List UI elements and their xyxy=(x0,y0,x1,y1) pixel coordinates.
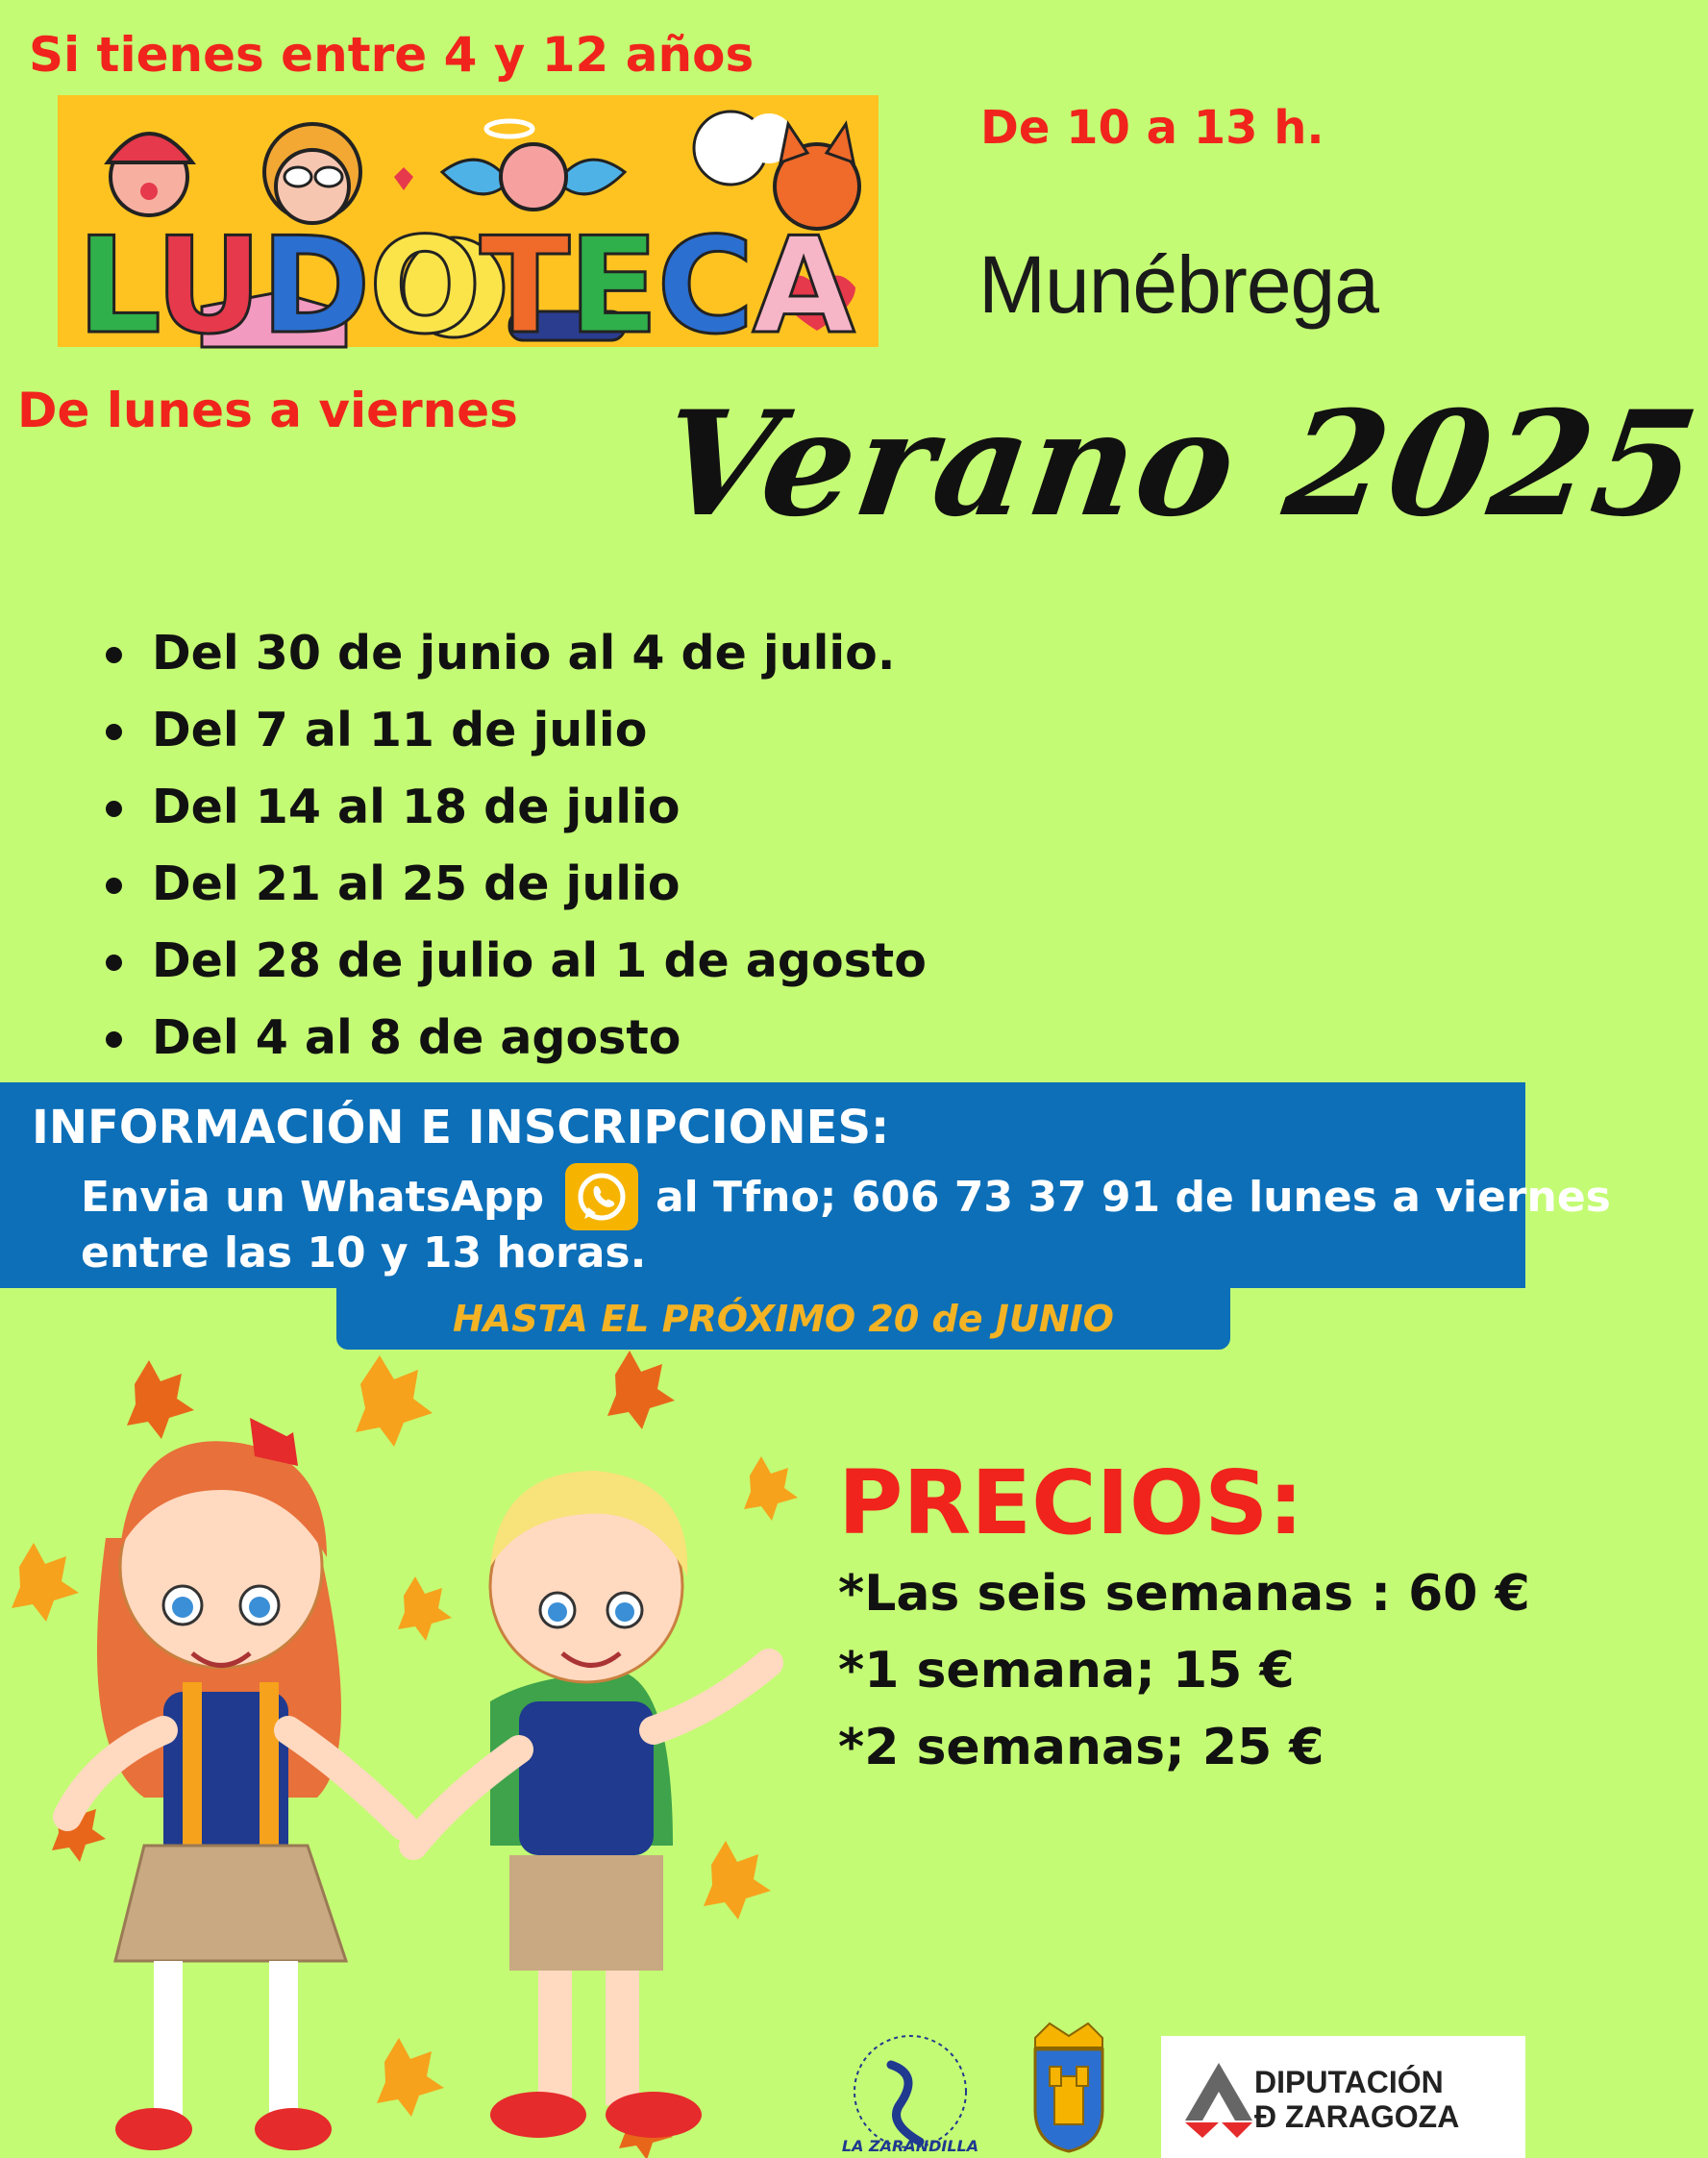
dpz-text xyxy=(1254,2065,1459,2134)
leaf-icon xyxy=(12,1543,79,1622)
whatsapp-text-before: Envia un WhatsApp xyxy=(81,1172,544,1222)
logo-letter: D xyxy=(260,209,369,363)
whatsapp-text-after: al Tfno; 606 73 37 91 de lunes a viernes xyxy=(655,1172,1611,1222)
hours-text: De 10 a 13 h. xyxy=(980,101,1324,155)
logo-letter: E xyxy=(568,209,657,363)
logo-letters xyxy=(77,209,854,363)
week-item: Del 30 de junio al 4 de julio. xyxy=(106,615,927,692)
munebrega-coat-of-arms xyxy=(1021,2019,1117,2153)
logo-letter: T xyxy=(479,209,569,363)
girl-figure xyxy=(67,1418,404,2150)
kids-illustration xyxy=(0,1346,827,2158)
boy-figure xyxy=(413,1471,769,2138)
logo-letter: C xyxy=(656,209,753,363)
price-item: *Las seis semanas : 60 € xyxy=(838,1565,1530,1623)
leaf-icon xyxy=(398,1576,452,1641)
ludoteca-logo xyxy=(58,95,879,363)
season-title: Verano 2025 xyxy=(651,380,1708,549)
week-item: Del 4 al 8 de agosto xyxy=(106,1000,927,1077)
logo-letter: U xyxy=(155,209,261,363)
leaf-icon xyxy=(744,1456,798,1521)
la-zarandilla-logo xyxy=(838,2026,982,2158)
whatsapp-icon xyxy=(565,1163,638,1230)
logo-letter: A xyxy=(752,209,854,363)
leaf-icon xyxy=(607,1351,675,1429)
leaf-icon xyxy=(356,1355,433,1447)
logo-letter: O xyxy=(368,209,480,363)
zarandilla-text: LA ZARANDILLA xyxy=(841,2137,979,2155)
prices-title: PRECIOS: xyxy=(838,1451,1304,1554)
whatsapp-hours-line: entre las 10 y 13 horas. xyxy=(81,1228,647,1277)
leaf-icon xyxy=(377,2038,444,2117)
dpz-line-2: Ð ZARAGOZA xyxy=(1254,2099,1460,2134)
price-item: *2 semanas; 25 € xyxy=(838,1719,1324,1776)
town-name: Munébrega xyxy=(978,239,1378,330)
leaf-icon xyxy=(704,1841,771,1920)
leaf-icon xyxy=(127,1360,194,1439)
week-item: Del 21 al 25 de julio xyxy=(106,846,927,923)
age-range-text: Si tienes entre 4 y 12 años xyxy=(29,27,755,83)
weeks-list xyxy=(106,615,927,1077)
week-item: Del 28 de julio al 1 de agosto xyxy=(106,923,927,1000)
dpz-triangles-icon xyxy=(1176,2053,1262,2140)
info-title: INFORMACIÓN E INSCRIPCIONES: xyxy=(32,1101,890,1154)
days-text: De lunes a viernes xyxy=(17,383,518,438)
week-item: Del 14 al 18 de julio xyxy=(106,769,927,846)
whatsapp-line xyxy=(81,1163,1611,1230)
deadline-text: HASTA EL PRÓXIMO 20 de JUNIO xyxy=(453,1298,1114,1340)
price-item: *1 semana; 15 € xyxy=(838,1642,1295,1699)
logo-letter: L xyxy=(77,209,156,363)
dpz-line-1: DIPUTACIÓN xyxy=(1254,2065,1444,2099)
week-item: Del 7 al 11 de julio xyxy=(106,692,927,769)
